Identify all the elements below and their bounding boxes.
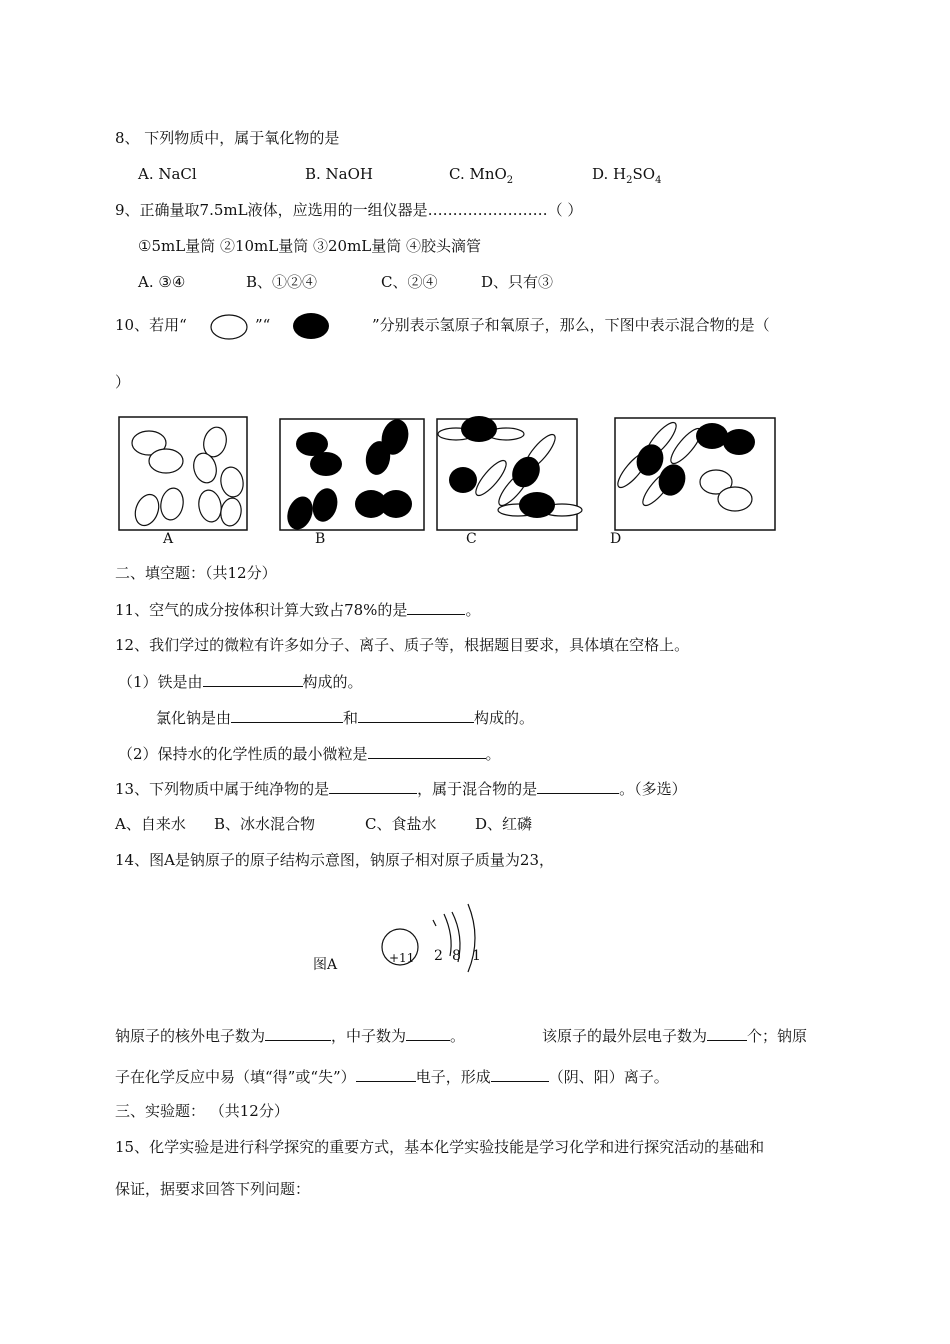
q9-option-a: A. ③④: [138, 273, 186, 291]
figure-a-label: 图A: [313, 957, 338, 973]
box-label-b: B: [315, 531, 326, 547]
q12-stem: 12、我们学过的微粒有许多如分子、离子、质子等，根据题目要求，具体填在空格上。: [115, 636, 690, 654]
q14-electron-blank[interactable]: [265, 1025, 331, 1041]
shell-2-electrons: 8: [452, 948, 461, 964]
q14-outer-electron-blank[interactable]: [707, 1025, 747, 1041]
q14-ion-blank[interactable]: [491, 1066, 549, 1082]
q8-c-subscript: 2: [506, 175, 514, 186]
q14-line1: 钠原子的核外电子数为 ，中子数为 。: [115, 1027, 466, 1045]
q11-text: 11、空气的成分按体积计算大致占78%的是 。: [115, 601, 481, 619]
q12-nacl-blank-2[interactable]: [358, 707, 474, 723]
q9-option-d: D、只有③: [481, 273, 554, 291]
sodium-atom-diagram: [380, 900, 490, 980]
q12-part1: （1）铁是由 构成的。: [118, 673, 363, 691]
box-label-a: A: [163, 531, 174, 547]
q12-nacl-blank-1[interactable]: [231, 707, 343, 723]
q10-stem-part3: ”分别表示氢原子和氧原子，那么，下图中表示混合物的是（: [372, 316, 770, 334]
q12-water-blank[interactable]: [368, 743, 486, 759]
q12-part2: （2）保持水的化学性质的最小微粒是 。: [118, 745, 501, 763]
q14-gain-lose-blank[interactable]: [356, 1066, 416, 1082]
q13-option-d: D、红磷: [475, 815, 533, 833]
section-2-title: 二、填空题：（共12分）: [115, 564, 277, 582]
q14-line1-right: 该原子的最外层电子数为 个；钠原: [542, 1027, 808, 1045]
hydrogen-atom-icon: [210, 314, 250, 342]
q13-option-c: C、食盐水: [365, 815, 437, 833]
q13-option-b: B、冰水混合物: [214, 815, 316, 833]
q8-option-c: C. MnO$_2$: [449, 165, 514, 186]
q11-answer-blank[interactable]: [407, 599, 465, 615]
q8-option-d: D. $H_2SO_4$: [592, 165, 662, 186]
q13-stem: 13、下列物质中属于纯净物的是 ，属于混合物的是 。（多选）: [115, 780, 687, 798]
q14-neutron-blank[interactable]: [406, 1025, 450, 1041]
box-label-d: D: [610, 531, 622, 547]
q12-part1b: 氯化钠是由 和 构成的。: [156, 709, 535, 727]
diagram-box-c: [434, 414, 580, 532]
q13-pure-blank[interactable]: [329, 778, 417, 794]
q9-items: ①5mL量筒 ②10mL量筒 ③20mL量筒 ④胶头滴管: [138, 237, 482, 255]
q8-stem: 8、 下列物质中，属于氧化物的是: [115, 129, 340, 147]
q9-option-b: B、①②④: [246, 273, 318, 291]
diagram-box-a: [118, 416, 248, 532]
q10-stem-part1: 10、若用“: [115, 316, 187, 334]
diagram-box-d: [613, 416, 779, 534]
q8-option-a: A. NaCl: [138, 165, 197, 183]
diagram-box-b: [279, 418, 427, 534]
q14-stem: 14、图A是钠原子的原子结构示意图，钠原子相对原子质量为23，: [115, 851, 555, 869]
nucleus-charge: +11: [389, 951, 415, 965]
oxygen-atom-icon: [292, 313, 332, 341]
shell-3-electrons: 1: [472, 948, 481, 964]
shell-1-electrons: 2: [434, 948, 443, 964]
q15-line1: 15、化学实验是进行科学探究的重要方式，基本化学实验技能是学习化学和进行探究活动的基础和: [115, 1138, 765, 1156]
q15-line2: 保证，据要求回答下列问题：: [115, 1180, 311, 1198]
q8-option-b: B. NaOH: [305, 165, 374, 183]
q9-option-c: C、②④: [381, 273, 438, 291]
q10-stem-end: ）: [115, 373, 131, 391]
q10-stem-part2: ”“: [255, 316, 271, 334]
q9-stem: 9、正确量取7.5mL液体，应选用的一组仪器是……………………（ ）: [115, 201, 583, 219]
q13-mixture-blank[interactable]: [537, 778, 619, 794]
q14-line2: 子在化学反应中易（填“得”或“失”） 电子，形成 （阴、阳）离子。: [115, 1068, 669, 1086]
q13-option-a: A、自来水: [115, 815, 186, 833]
box-label-c: C: [466, 531, 477, 547]
section-3-title: 三、实验题： （共12分）: [115, 1102, 289, 1120]
q12-iron-blank[interactable]: [203, 671, 303, 687]
